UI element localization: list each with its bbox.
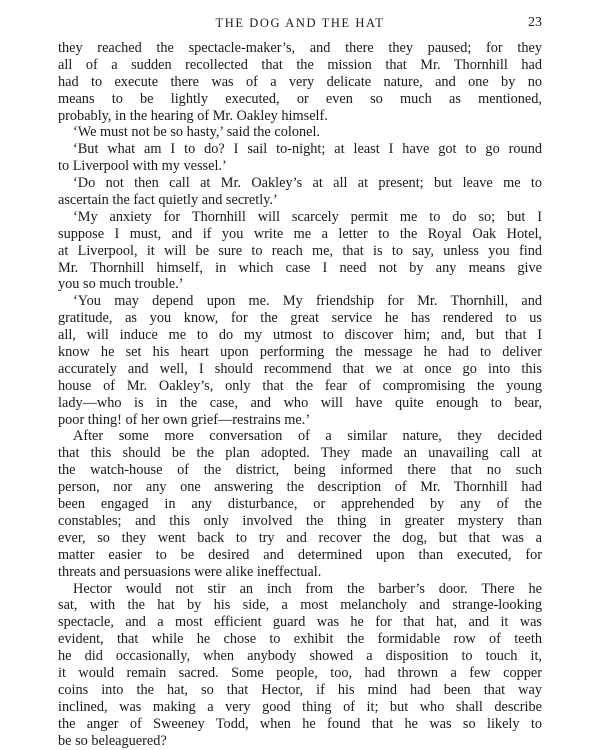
text-line: ‘We must not be so hasty,’ said the colonel.	[73, 124, 321, 141]
text-line: probably, in the hearing of Mr. Oakley himself.	[58, 107, 328, 124]
text-line: Hector would not stir an inch from the barber’s door. There he	[73, 580, 542, 597]
text-line: had to execute there was of a very delicate nature, and one by no	[58, 73, 542, 90]
text-line: After some more conversation of a similar nature, they decided	[73, 428, 542, 445]
text-line: house of Mr. Oakley’s, only that the fear of compromising the young	[58, 377, 542, 394]
text-line: the anger of Sweeney Todd, when he found that he was so likely to	[58, 715, 542, 732]
text-line: the watch-house of the district, being informed there that no such	[58, 462, 542, 479]
text-line: know he set his heart upon performing the message he had to deliver	[58, 344, 542, 361]
text-line: person, nor any one answering the description of Mr. Thornhill had	[58, 479, 542, 496]
text-line: Mr. Thornhill himself, in which case I need not by any means give	[58, 259, 542, 276]
text-line: ever, so they went back to try and recover the dog, but that was a	[58, 529, 542, 546]
text-line: he did occasionally, when anybody showed a disposition to touch it,	[58, 648, 542, 665]
text-line: threats and persuasions were alike ineffectual.	[58, 563, 322, 580]
text-line: constables; and this only involved the thing in greater mystery than	[58, 512, 542, 529]
text-line: inclined, was making a very good thing of it; but who shall describe	[58, 698, 542, 715]
body-text	[58, 40, 542, 749]
text-line: spectacle, and a most efficient guard was he for that hat, and it was	[58, 614, 542, 631]
text-line: ‘Do not then call at Mr. Oakley’s at all at present; but leave me to	[73, 175, 542, 192]
text-line: ‘You may depend upon me. My friendship for Mr. Thornhill, and	[73, 293, 542, 310]
text-line: ‘My anxiety for Thornhill will scarcely permit me to do so; but I	[73, 208, 542, 225]
text-line: it would remain sacred. Some people, too, had thrown a few copper	[58, 664, 542, 681]
text-line: all, will induce me to do my utmost to discover him; and, but that I	[58, 327, 542, 344]
text-line: be so beleaguered?	[58, 732, 167, 749]
text-line: suppose I must, and if you write me a letter to the Royal Oak Hotel,	[58, 225, 542, 242]
text-line: at Liverpool, it will be sure to reach me, that is to say, unless you find	[58, 242, 542, 259]
text-line: accurately and well, I should recommend that we at once go into this	[58, 360, 542, 377]
text-line: that this should be the plan adopted. They made an unavailing call at	[58, 445, 542, 462]
text-line: coins into the hat, so that Hector, if his mind had been that way	[58, 681, 542, 698]
text-line: they reached the spectacle-maker’s, and there they paused; for they	[58, 40, 542, 56]
text-line: means to be lightly executed, or even so much as mentioned,	[58, 90, 542, 107]
text-line: ascertain the fact quietly and secretly.’	[58, 192, 278, 209]
text-line: ‘But what am I to do? I sail to-night; at least I have got to go round	[73, 141, 542, 158]
text-line: gratitude, as you know, for the great service he has rendered to us	[58, 310, 542, 327]
text-line: you so much trouble.’	[58, 276, 184, 293]
text-line: sat, with the hat by his side, a most melancholy and strange-looking	[58, 597, 542, 614]
text-line: to Liverpool with my vessel.’	[58, 158, 227, 175]
text-line: lady—who is in the case, and who will have quite enough to bear,	[58, 394, 542, 411]
running-title: THE DOG AND THE HAT	[215, 16, 385, 30]
text-line: matter easier to be desired and determined upon than executed, for	[58, 546, 542, 563]
text-line: evident, that while he chose to exhibit the formidable row of teeth	[58, 631, 542, 648]
text-line: poor thing! of her own grief—restrains me.’	[58, 411, 311, 428]
text-line: all of a sudden recollected that the mission that Mr. Thornhill had	[58, 56, 542, 73]
running-header	[58, 16, 542, 38]
page-number: 23	[528, 15, 542, 30]
text-line: been engaged in any disturbance, or apprehended by any of the	[58, 496, 542, 513]
